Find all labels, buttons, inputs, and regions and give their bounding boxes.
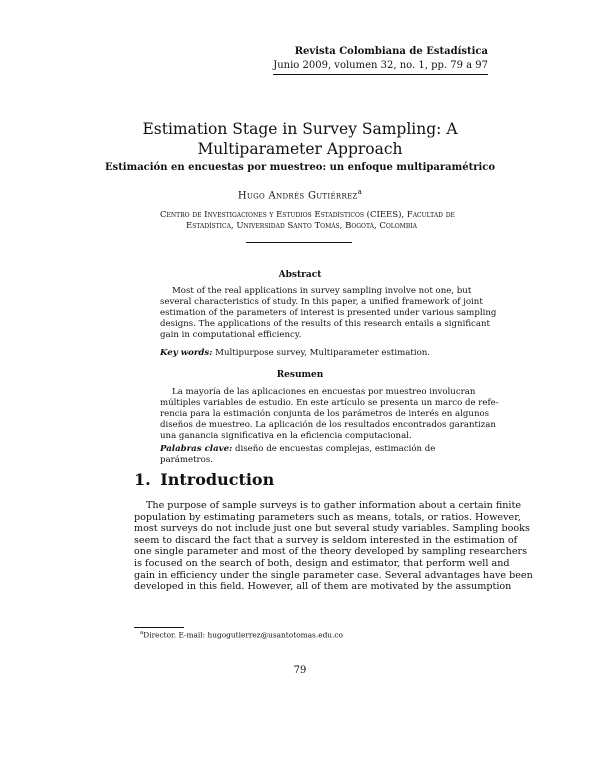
title-line-2: Multiparameter Approach [197,140,403,158]
abstract-line: several characteristics of study. In this paper, a unified framework of joint [160,297,483,307]
palabras-clave-text: diseño de encuestas complejas, estimación de parámetros. [160,444,436,465]
journal-name: Revista Colombiana de Estadística [294,46,488,57]
section-title: Introduction [160,470,275,489]
abstract-line: designs. The applications of the results of this research entails a significant [160,319,490,329]
author-mark: a [357,188,363,196]
resumen-text [160,387,499,442]
footnote-mark: a [140,630,144,636]
footnote-rule [134,627,184,628]
resumen-line: múltiples variables de estudio. En este artículo se presenta un marco de refe- [160,398,499,408]
palabras-clave [160,444,470,466]
separator-rule [246,242,352,243]
abstract-line: Most of the real applications in survey sampling involve not one, but [172,286,472,296]
page-number: 79 [293,665,307,676]
footnote-text: Director. E-mail: hugogutierrez@usantotomas.edu.co [143,630,344,640]
article-subtitle: Estimación en encuestas por muestreo: un enfoque multiparamétrico [104,162,496,173]
resumen-line: La mayoría de las aplicaciones en encuestas por muestreo involucran [172,387,476,397]
keywords-label: Key words: [160,348,213,358]
section-heading [134,470,274,489]
body-line: is focused on the search of both, design and estimator, that perform well and [134,557,510,569]
affiliation-line-1: Centro de Investigaciones y Estudios Estadísticos (CIEES), Facultad de [160,210,455,220]
body-line: developed in this field. However, all of them are motivated by the assumption [134,581,512,593]
journal-header [273,45,488,75]
author-line [0,188,600,201]
abstract-text [160,286,497,341]
abstract-line: estimation of the parameters of interest is presented under various sampling [160,308,497,318]
title-line-1: Estimation Stage in Survey Sampling: A [142,120,458,138]
palabras-clave-label: Palabras clave: [160,444,233,454]
body-line: The purpose of sample surveys is to gather information about a certain finite [146,500,522,511]
body-line: population by estimating parameters such as means, totals, or ratios. However, [134,511,521,523]
abstract-heading: Abstract [278,270,322,280]
resumen-heading: Resumen [276,370,324,380]
introduction-text [134,500,533,593]
body-line: seem to discard the fact that a survey is seldom interested in the estimation of [134,534,518,546]
resumen-line: rencia para la estimación conjunta de los parámetros de interés en algunos [160,409,490,419]
affiliation-line-2: Estadística, Universidad Santo Tomás, Bogotá, Colombia [186,221,417,231]
keywords-text: Multipurpose survey, Multiparameter estimation. [215,348,431,358]
resumen-line: diseños de muestreo. La aplicación de los resultados encontrados garantizan [160,420,496,430]
resumen-line: una ganancia significativa en la eficiencia computacional. [160,431,412,441]
body-line: gain in efficiency under the single parameter case. Several advantages have been [134,569,533,581]
body-line: most surveys do not include just one but several study variables. Sampling books [134,523,530,535]
author-name: Hugo Andrés Gutiérrez [237,190,358,202]
body-line: one single parameter and most of the theory developed by sampling researchers [134,546,528,558]
section-number: 1. [134,470,151,489]
keywords [160,348,470,359]
article-title [0,119,600,159]
abstract-line: gain in computational efficiency. [160,330,302,340]
issue-info: Junio 2009, volumen 32, no. 1, pp. 79 a 97 [273,59,488,75]
footnote [140,630,343,639]
affiliation [160,210,465,232]
